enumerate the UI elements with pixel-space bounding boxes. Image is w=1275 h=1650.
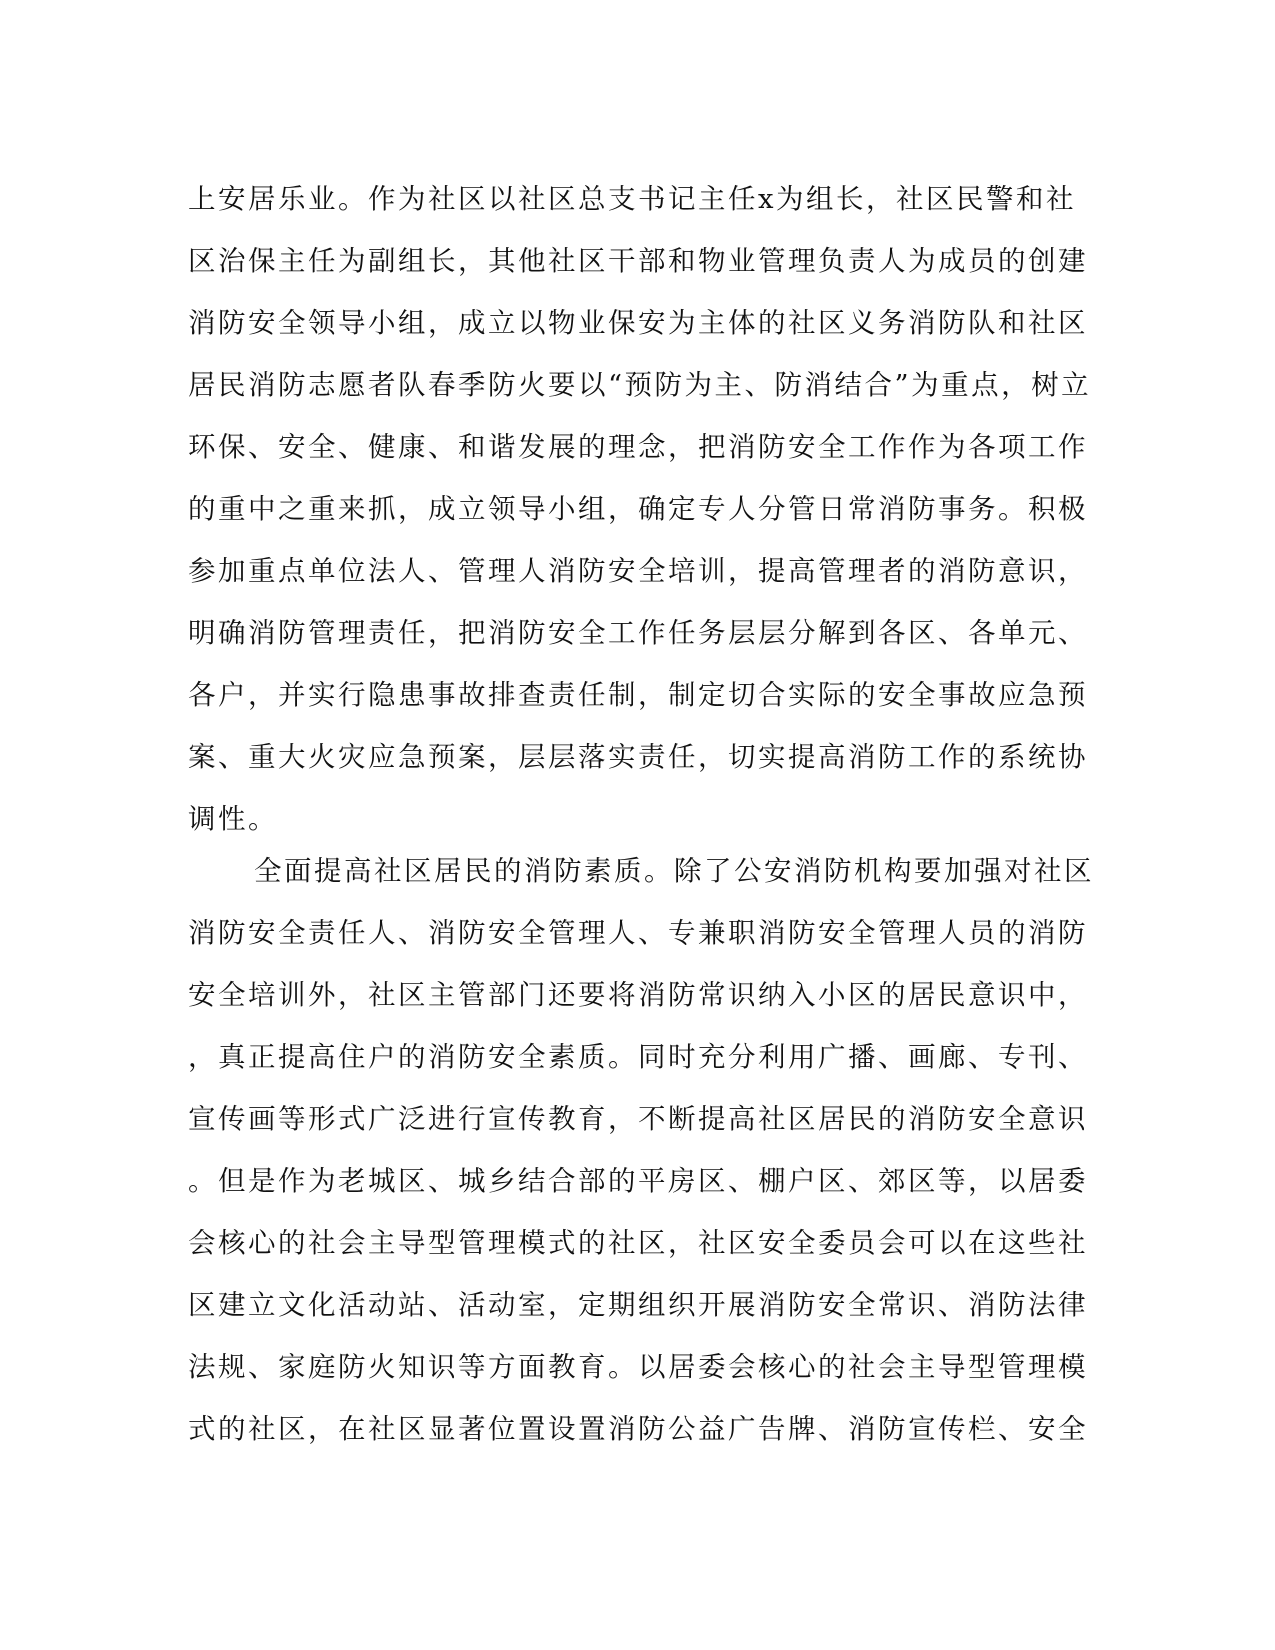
paragraph-line: 全面提高社区居民的消防素质。除了公安消防机构要加强对社区 — [254, 855, 1094, 887]
paragraph-line: 法规、家庭防火知识等方面教育。以居委会核心的社会主导型管理模 — [188, 1351, 1088, 1383]
paragraph-line: 居民消防志愿者队春季防火要以“预防为主、防消结合”为重点，树立 — [188, 369, 1092, 401]
paragraph-line: 调性。 — [188, 803, 278, 835]
paragraph-line: 环保、安全、健康、和谐发展的理念，把消防安全工作作为各项工作 — [188, 431, 1088, 463]
paragraph-line: 区建立文化活动站、活动室，定期组织开展消防安全常识、消防法律 — [188, 1289, 1088, 1321]
paragraph-2 — [188, 840, 1094, 1460]
paragraph-line: 区治保主任为副组长，其他社区干部和物业管理负责人为成员的创建 — [188, 245, 1088, 277]
paragraph-line: 宣传画等形式广泛进行宣传教育，不断提高社区居民的消防安全意识 — [188, 1103, 1088, 1135]
paragraph-line: 会核心的社会主导型管理模式的社区，社区安全委员会可以在这些社 — [188, 1227, 1088, 1259]
paragraph-line: 消防安全领导小组，成立以物业保安为主体的社区义务消防队和社区 — [188, 307, 1088, 339]
paragraph-line: 明确消防管理责任，把消防安全工作任务层层分解到各区、各单元、 — [188, 617, 1088, 649]
paragraph-line: ，真正提高住户的消防安全素质。同时充分利用广播、画廊、专刊、 — [188, 1041, 1088, 1073]
paragraph-line: 上安居乐业。作为社区以社区总支书记主任x为组长，社区民警和社 — [188, 183, 1077, 215]
paragraph-line: 。但是作为老城区、城乡结合部的平房区、棚户区、郊区等，以居委 — [188, 1165, 1088, 1197]
paragraph-line: 式的社区，在社区显著位置设置消防公益广告牌、消防宣传栏、安全 — [188, 1413, 1088, 1445]
paragraph-line: 案、重大火灾应急预案，层层落实责任，切实提高消防工作的系统协 — [188, 741, 1088, 773]
paragraph-1 — [188, 168, 1092, 850]
paragraph-line: 各户，并实行隐患事故排查责任制，制定切合实际的安全事故应急预 — [188, 679, 1088, 711]
paragraph-line: 安全培训外，社区主管部门还要将消防常识纳入小区的居民意识中， — [188, 979, 1088, 1011]
paragraph-line: 参加重点单位法人、管理人消防安全培训，提高管理者的消防意识， — [188, 555, 1088, 587]
paragraph-line: 消防安全责任人、消防安全管理人、专兼职消防安全管理人员的消防 — [188, 917, 1088, 949]
paragraph-line: 的重中之重来抓，成立领导小组，确定专人分管日常消防事务。积极 — [188, 493, 1088, 525]
